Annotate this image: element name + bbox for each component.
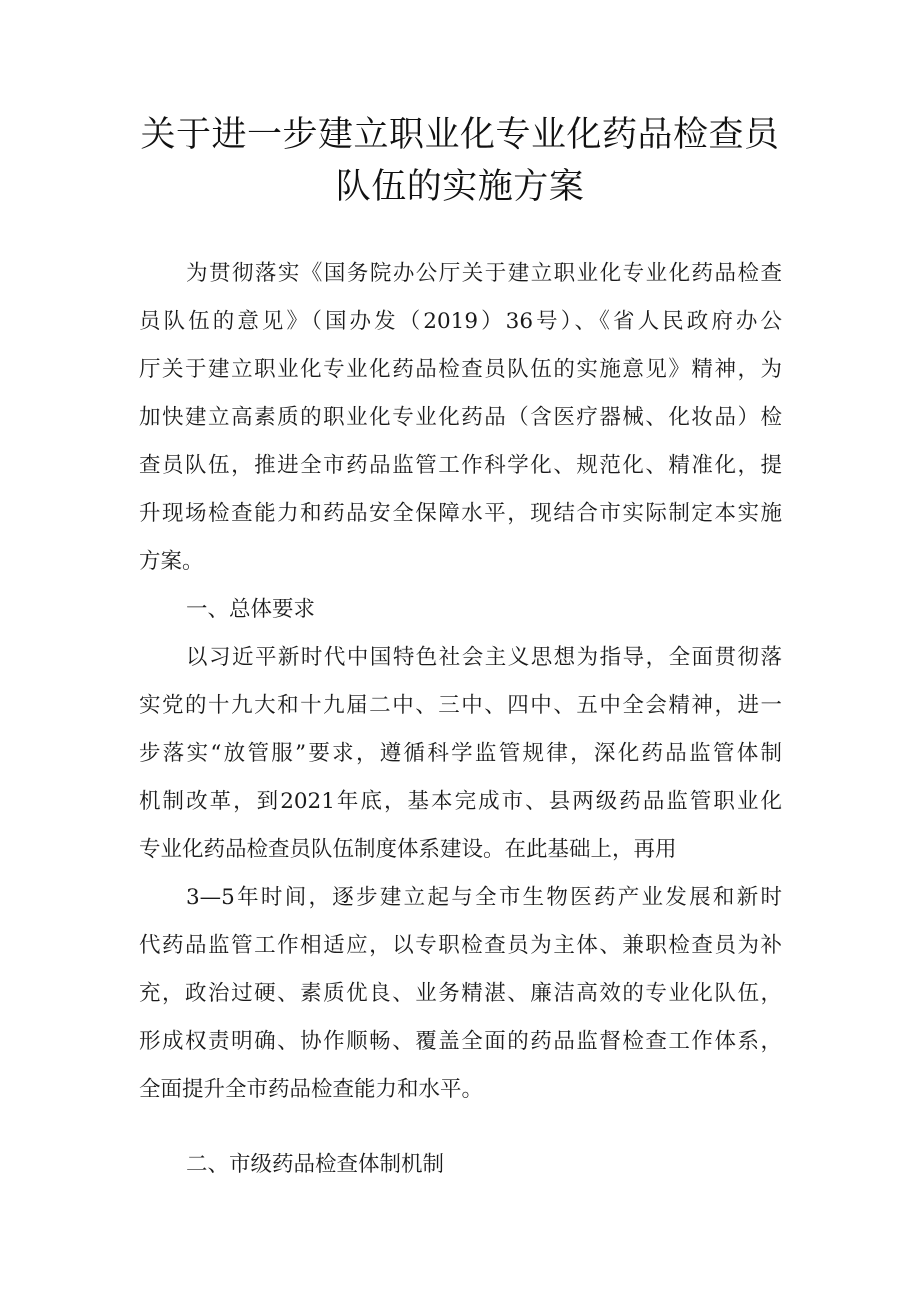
paragraph-line: 机制改革，到2021年底，基本完成市、县两级药品监管职业化 <box>139 789 782 814</box>
paragraph-line: 全面提升全市药品检查能力和水平。 <box>139 1077 484 1102</box>
paragraph-line: 代药品监管工作相适应，以专职检查员为主体、兼职检查员为补 <box>139 933 782 958</box>
paragraph-line: 以习近平新时代中国特色社会主义思想为指导，全面贯彻落 <box>186 645 782 670</box>
section-heading-1: 一、总体要求 <box>186 597 316 622</box>
document-title-line-2: 队伍的实施方案 <box>335 167 585 207</box>
paragraph-line: 员队伍的意见》（国办发（2019）36号）、《省人民政府办公 <box>139 309 782 334</box>
paragraph-line: 查员队伍，推进全市药品监管工作科学化、规范化、精准化，提 <box>139 453 782 478</box>
paragraph-line: 厅关于建立职业化专业化药品检查员队伍的实施意见》精神，为 <box>139 357 782 382</box>
paragraph-line: 形成权责明确、协作顺畅、覆盖全面的药品监督检查工作体系， <box>139 1029 782 1054</box>
paragraph-line: 方案。 <box>139 549 204 574</box>
document-title-line-1: 关于进一步建立职业化专业化药品检查员 <box>140 115 780 155</box>
section-heading-2: 二、市级药品检查体制机制 <box>186 1152 445 1177</box>
paragraph-line: 3—5年时间，逐步建立起与全市生物医药产业发展和新时 <box>186 885 782 910</box>
paragraph-line: 专业化药品检查员队伍制度体系建设。在此基础上，再用 <box>139 837 677 862</box>
paragraph-line: 加快建立高素质的职业化专业化药品（含医疗器械、化妆品）检 <box>139 405 782 430</box>
paragraph-line: 充，政治过硬、素质优良、业务精湛、廉洁高效的专业化队伍， <box>139 981 782 1006</box>
paragraph-line: 实党的十九大和十九届二中、三中、四中、五中全会精神，进一 <box>139 693 782 718</box>
paragraph-line: 升现场检查能力和药品安全保障水平，现结合市实际制定本实施 <box>139 501 782 526</box>
paragraph-line: 步落实“放管服”要求，遵循科学监管规律，深化药品监管体制 <box>139 741 782 766</box>
paragraph-line: 为贯彻落实《国务院办公厅关于建立职业化专业化药品检查 <box>186 261 782 286</box>
